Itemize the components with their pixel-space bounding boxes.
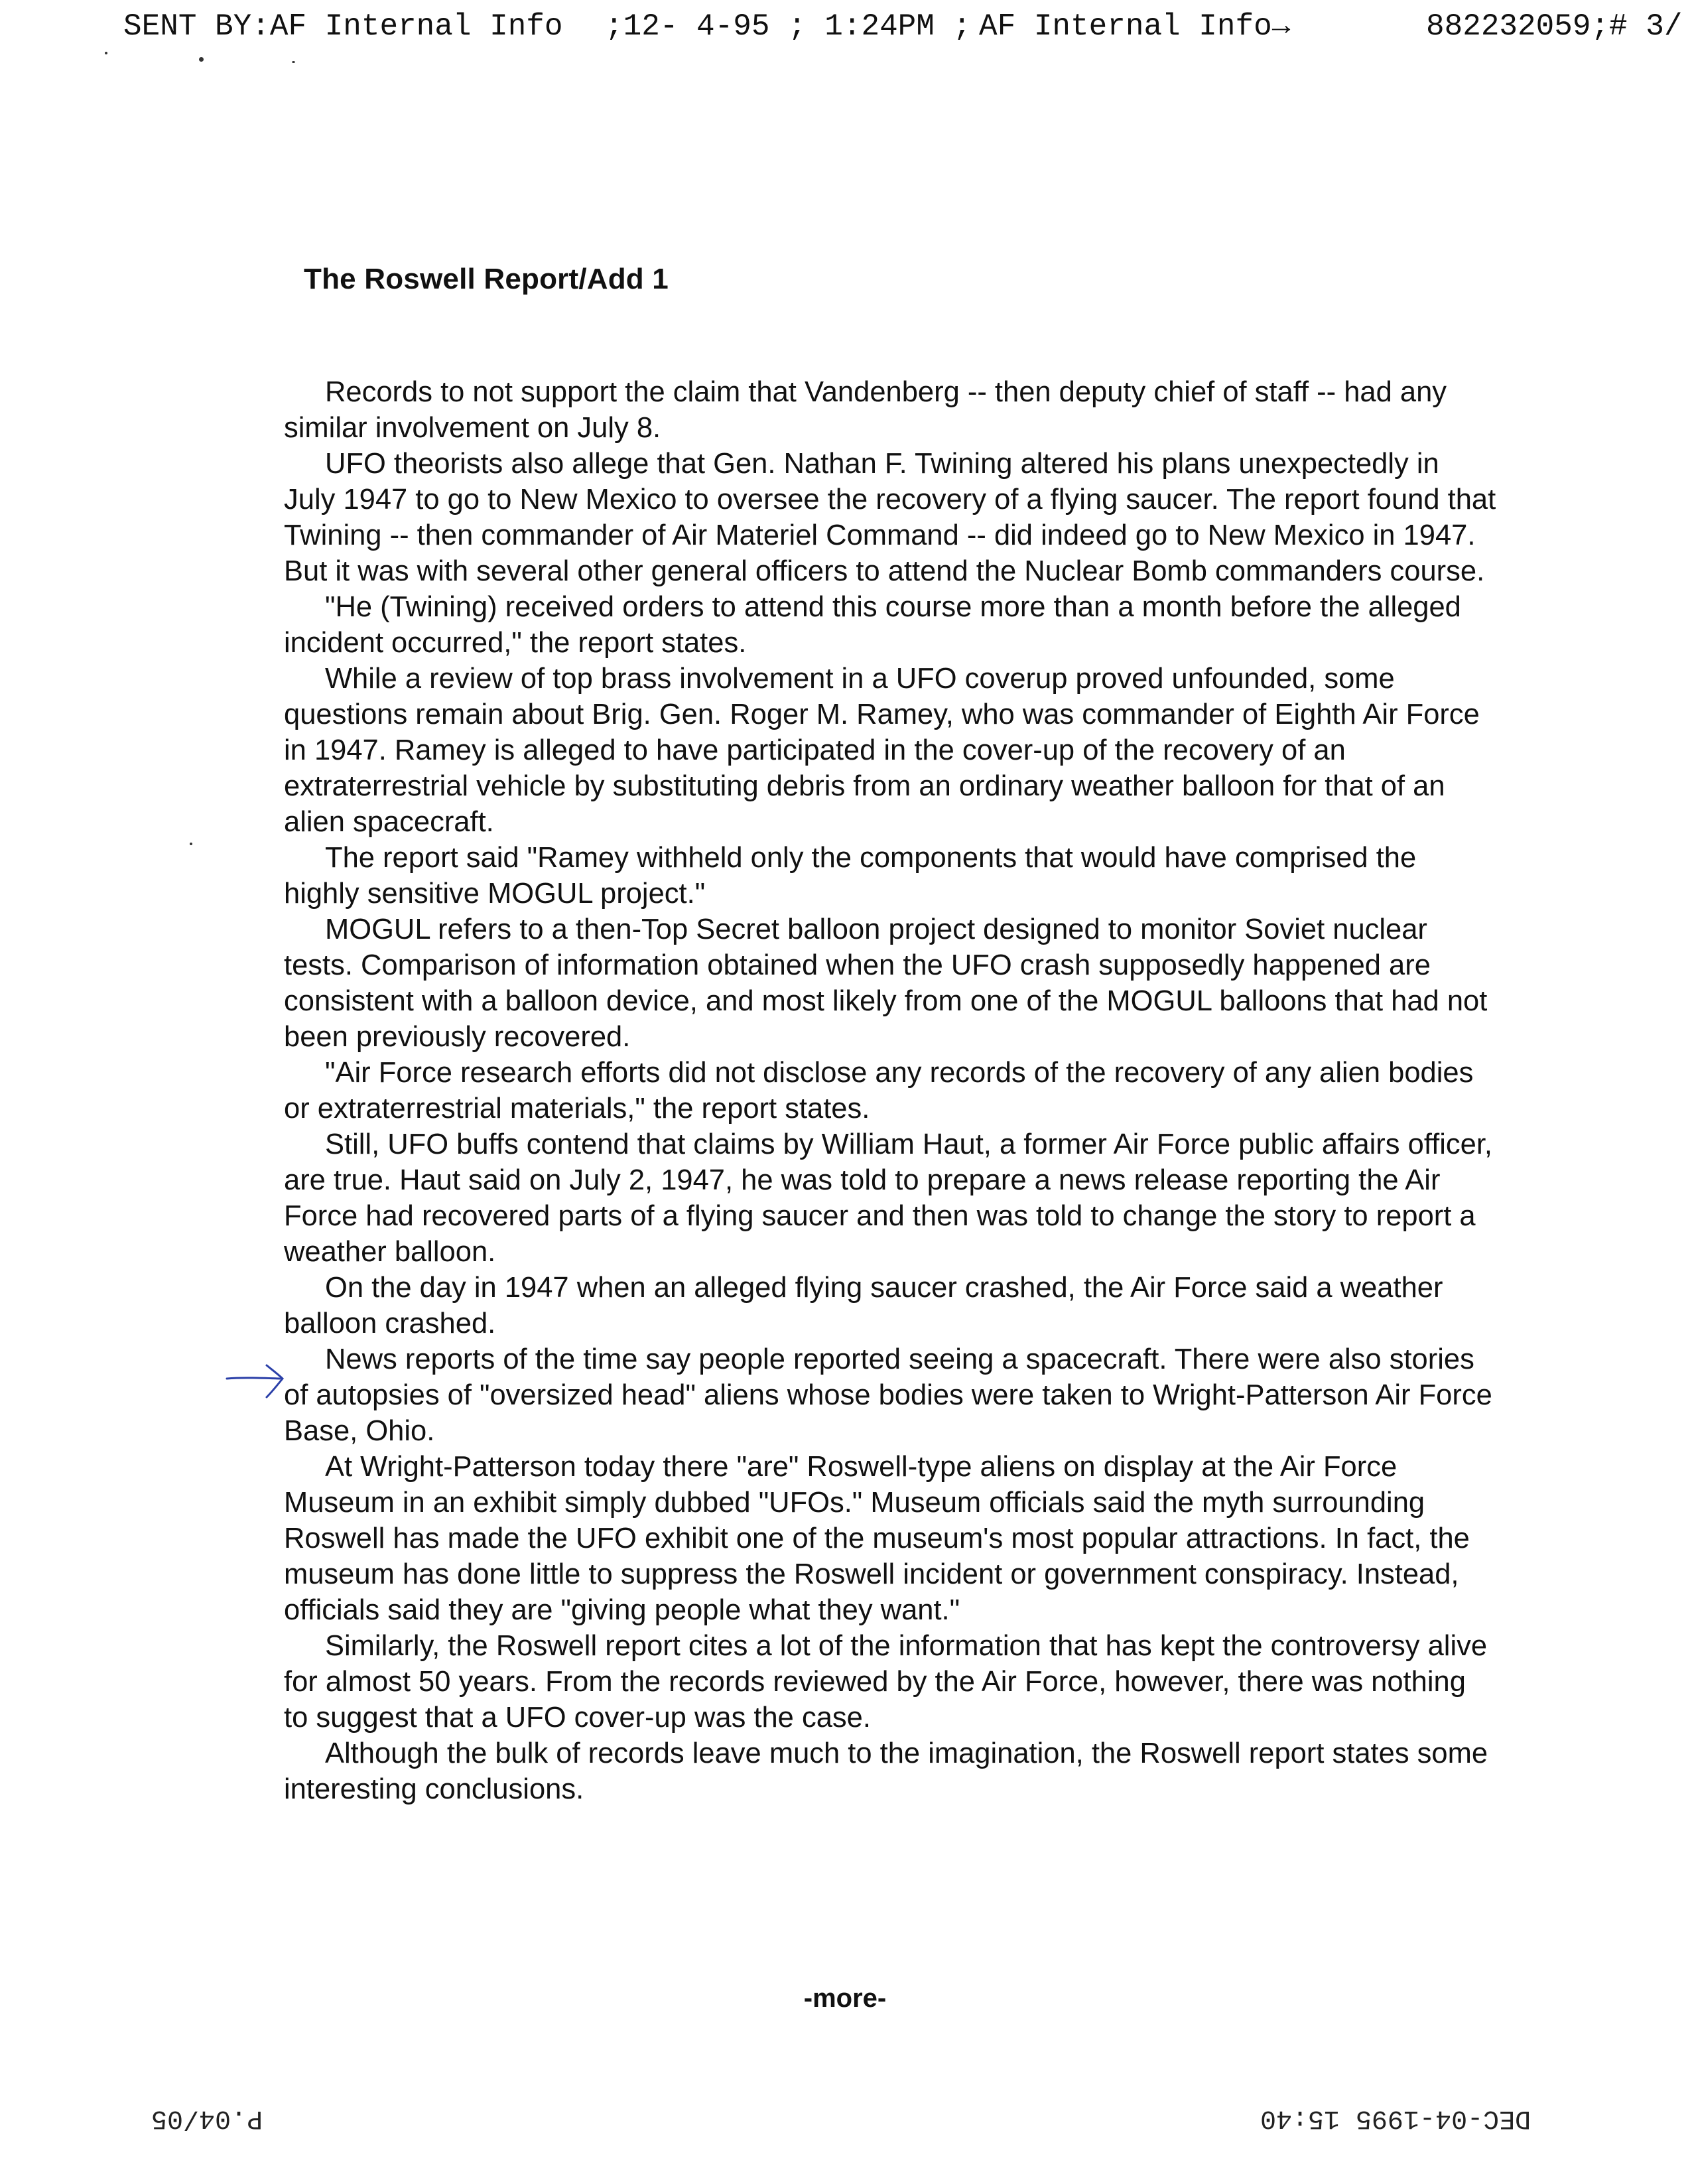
fax-date-time: ;12- 4-95 ; 1:24PM ; (605, 9, 972, 44)
fax-timestamp: DEC-04-1995 15:40 (1260, 2103, 1531, 2133)
paragraph-10: News reports of the time say people reported seeing a spacecraft. There were also stories of autopsies of "oversized head" aliens whose bodies were taken to Wright-Patterson Air Force Base, Ohio. (284, 1343, 1492, 1447)
paragraph-9: On the day in 1947 when an alleged flying saucer crashed, the Air Force said a weather balloon crashed. (284, 1272, 1443, 1339)
paragraph-1: Records to not support the claim that Vandenberg -- then deputy chief of staff -- had any similar involvement on July 8. (284, 376, 1447, 444)
document-title: The Roswell Report/Add 1 (304, 263, 669, 295)
fax-number-page: 882232059;# 3/ (1426, 9, 1683, 44)
paragraph-7: "Air Force research efforts did not disclose any records of the recovery of any alien bodies or extraterrestrial materials," the report states. (284, 1057, 1474, 1125)
paragraph-13: Although the bulk of records leave much to the imagination, the Roswell report states some interesting conclusions. (284, 1738, 1488, 1805)
fax-sender: SENT BY:AF Internal Info (123, 9, 563, 44)
fax-footer (0, 2103, 1690, 2156)
fax-page-number: P.04/05 (151, 2103, 263, 2133)
fax-header (0, 9, 1690, 56)
handwritten-arrow-icon (226, 1361, 292, 1401)
paragraph-3: "He (Twining) received orders to attend this course more than a month before the alleged incident occurred," the report states. (284, 591, 1461, 659)
paragraph-5: The report said "Ramey withheld only the components that would have comprised the highly sensitive MOGUL project." (284, 842, 1417, 910)
paragraph-4: While a review of top brass involvement in a UFO coverup proved unfounded, some questions remain about Brig. Gen. Roger M. Ramey, who was commander of Eighth Air Force in 1947. Ramey is alleged to have participated in the cover-up of the recovery of an extraterrestrial vehicle by substituting debris from an ordinary weather balloon for that of an alien spacecraft. (284, 663, 1480, 838)
paragraph-8: Still, UFO buffs contend that claims by William Haut, a former Air Force public affairs officer, are true. Haut said on July 2, 1947, he was told to prepare a news release reporting the Air Force had recovered parts of a flying saucer and then was told to change the story to report a weather balloon. (284, 1128, 1492, 1268)
fax-recipient: AF Internal Info→ (979, 9, 1291, 44)
paragraph-12: Similarly, the Roswell report cites a lot of the information that has kept the controversy alive for almost 50 years. From the records reviewed by the Air Force, however, there was nothing to suggest that a UFO cover-up was the case. (284, 1630, 1488, 1734)
paragraph-6: MOGUL refers to a then-Top Secret balloon project designed to monitor Soviet nuclear tests. Comparison of information obtained when the UFO crash supposedly happened are consistent with a balloon device, and most likely from one of the MOGUL balloons that had not been previously recovered. (284, 914, 1488, 1053)
paragraph-2: UFO theorists also allege that Gen. Nathan F. Twining altered his plans unexpectedly in July 1947 to go to New Mexico to oversee the recovery of a flying saucer. The report found that Twining -- then commander of Air Materiel Command -- did indeed go to New Mexico in 1947. But it was with several other general officers to attend the Nuclear Bomb commanders course. (284, 448, 1496, 587)
more-marker: -more- (803, 1984, 887, 2013)
document-body (284, 374, 1498, 1807)
paragraph-11: At Wright-Patterson today there "are" Roswell-type aliens on display at the Air Force Museum in an exhibit simply dubbed "UFOs." Museum officials said the myth surrounding Roswell has made the UFO exhibit one of the museum's most popular attractions. In fact, the museum has done little to suppress the Roswell incident or government conspiracy. Instead, officials said they are "giving people what they want." (284, 1451, 1470, 1626)
